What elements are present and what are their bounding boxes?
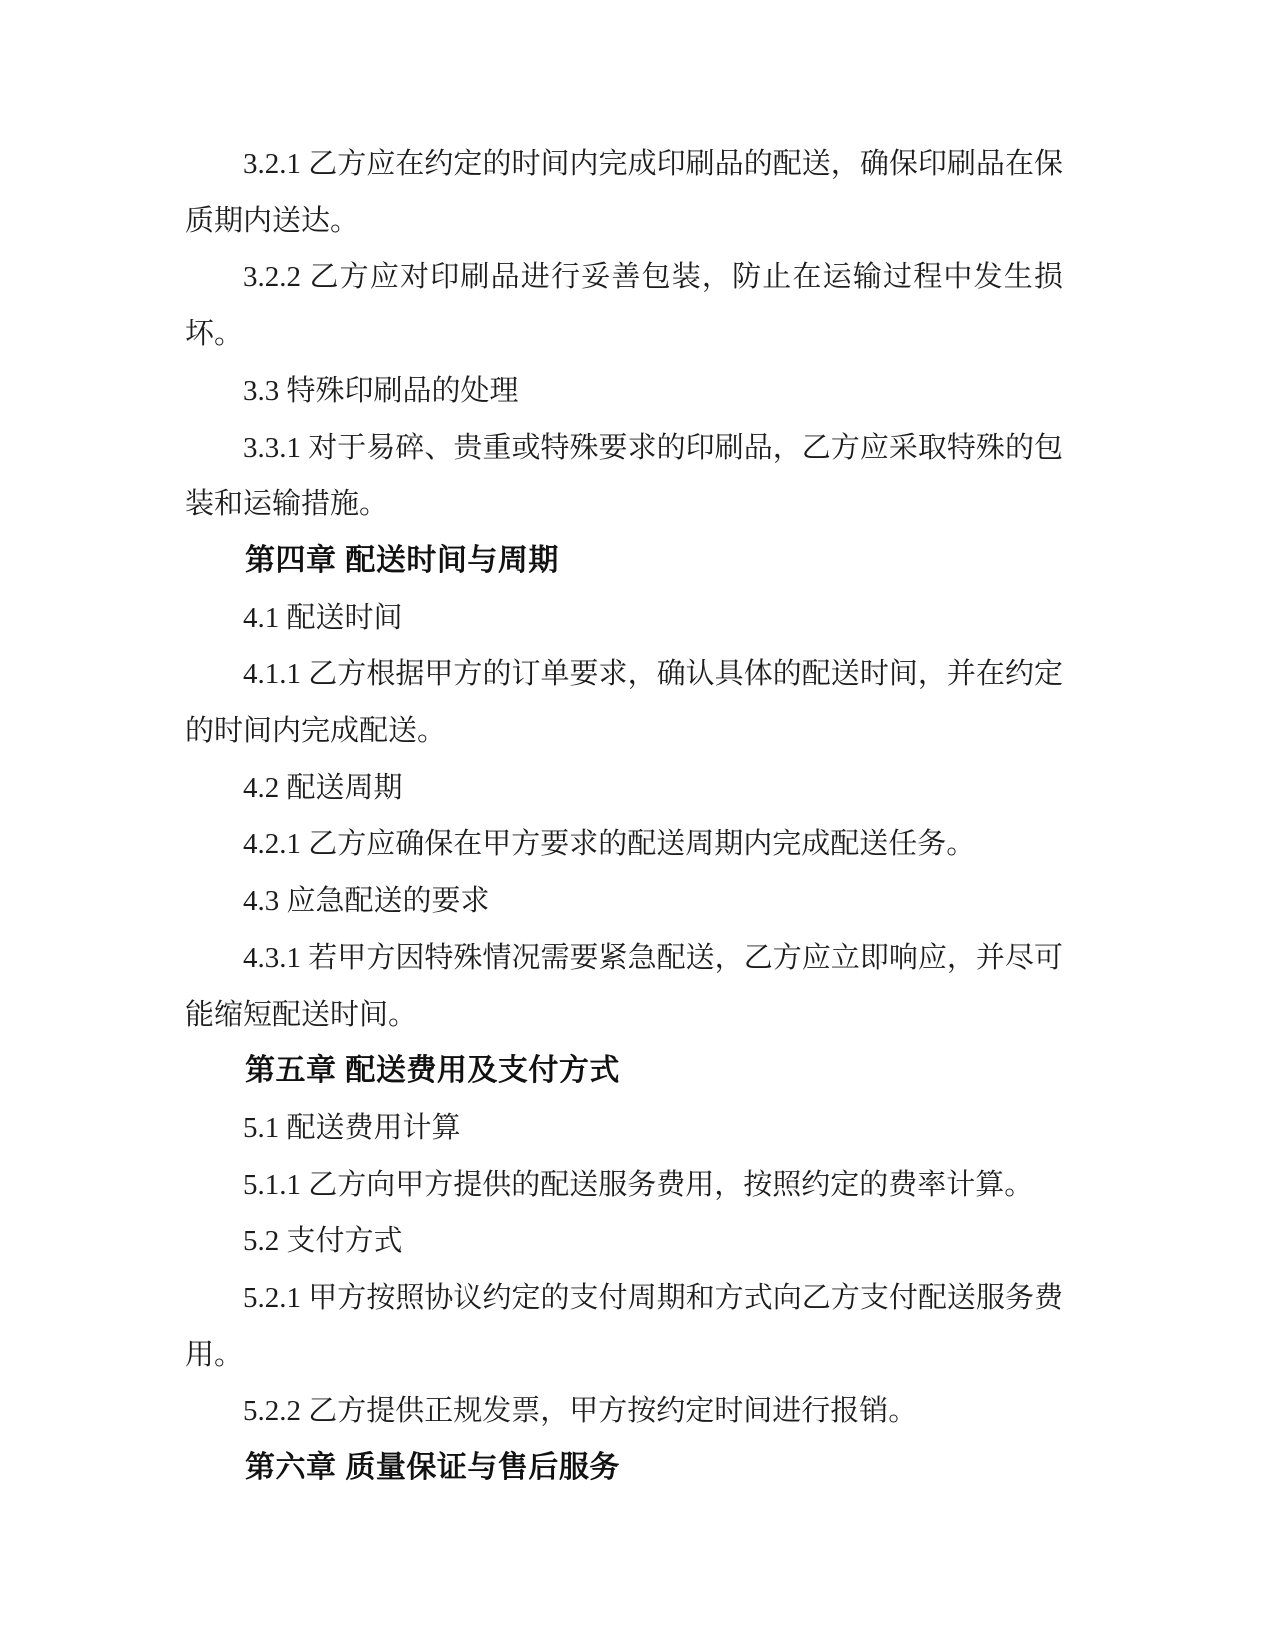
chapter-heading: 第四章 配送时间与周期 [245,543,559,577]
clause-paragraph: 4.2 配送周期 [243,771,403,804]
document-body [185,136,1063,1497]
clause-paragraph: 3.2.1 乙方应在约定的时间内完成印刷品的配送，确保印刷品在保质期内送达。 [185,148,1063,237]
clause-paragraph: 5.1.1 乙方向甲方提供的配送服务费用，按照约定的费率计算。 [243,1168,1034,1201]
chapter-heading: 第六章 质量保证与售后服务 [245,1451,620,1485]
clause-paragraph: 5.2 支付方式 [243,1225,403,1258]
clause-paragraph: 4.1.1 乙方根据甲方的订单要求，确认具体的配送时间，并在约定的时间内完成配送。 [185,658,1063,748]
clause-paragraph: 5.2.2 乙方提供正规发票，甲方按约定时间进行报销。 [243,1395,918,1428]
clause-paragraph: 3.2.2 乙方应对印刷品进行妥善包装，防止在运输过程中发生损坏。 [185,261,1063,351]
clause-paragraph: 3.3.1 对于易碎、贵重或特殊要求的印刷品，乙方应采取特殊的包装和运输措施。 [185,431,1063,521]
clause-paragraph: 5.1 配送费用计算 [243,1111,461,1144]
clause-paragraph: 4.3 应急配送的要求 [243,885,490,918]
clause-paragraph: 4.2.1 乙方应确保在甲方要求的配送周期内完成配送任务。 [243,828,976,861]
clause-paragraph: 4.3.1 若甲方因特殊情况需要紧急配送，乙方应立即响应，并尽可能缩短配送时间。 [185,941,1063,1031]
clause-paragraph: 4.1 配送时间 [243,601,403,634]
chapter-heading: 第五章 配送费用及支付方式 [245,1054,620,1088]
clause-paragraph: 3.3 特殊印刷品的处理 [243,374,519,407]
clause-paragraph: 5.2.1 甲方按照协议约定的支付周期和方式向乙方支付配送服务费用。 [185,1282,1063,1371]
